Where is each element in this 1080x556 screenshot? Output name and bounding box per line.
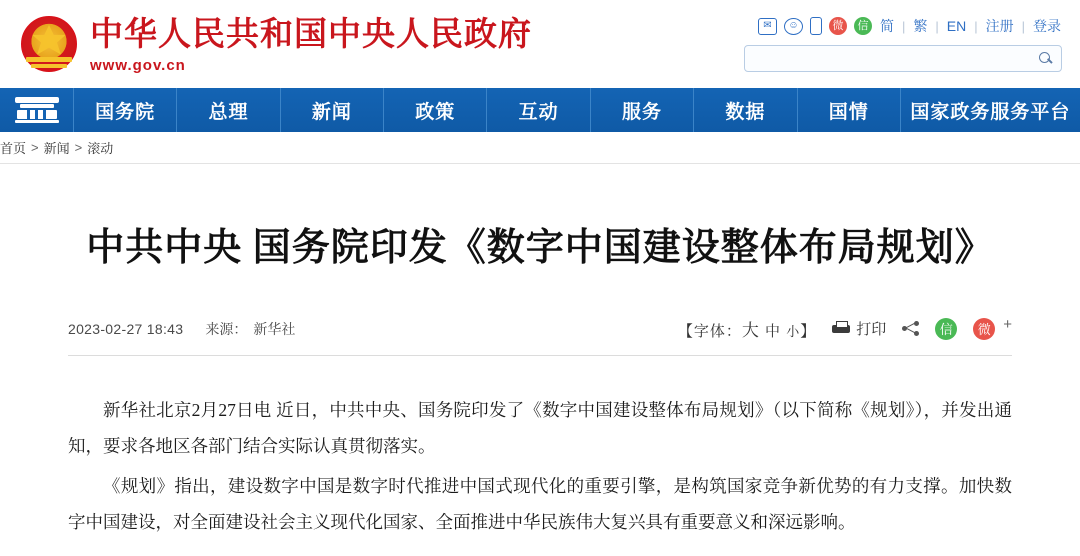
nav-item-zhengce[interactable]: 政策 — [384, 88, 487, 132]
breadcrumb — [0, 132, 1080, 164]
breadcrumb-separator: > — [74, 140, 83, 155]
login-link[interactable]: 登录 — [1033, 18, 1061, 34]
search-input[interactable] — [753, 50, 1038, 67]
font-size-close: 】 — [800, 323, 817, 340]
site-title-en: www.gov.cn — [90, 56, 186, 74]
article-meta-actions — [678, 316, 1012, 341]
breadcrumb-separator: > — [31, 140, 39, 155]
nav-item-shuju[interactable]: 数据 — [694, 88, 797, 132]
main-nav — [0, 88, 1080, 132]
register-link[interactable]: 注册 — [985, 18, 1014, 34]
nav-item-xinwen[interactable]: 新闻 — [281, 88, 384, 132]
nav-item-guoqing[interactable]: 国情 — [798, 88, 901, 132]
share-wechat-icon[interactable]: 信 — [935, 318, 957, 340]
separator: | — [901, 18, 906, 34]
nav-item-hudong[interactable]: 互动 — [487, 88, 590, 132]
lang-traditional-link[interactable]: 繁 — [913, 18, 928, 34]
breadcrumb-item-rolling[interactable]: 滚动 — [87, 141, 114, 156]
article-paragraph: 新华社北京2月27日电 近日，中共中央、国务院印发了《数字中国建设整体布局规划》（以下简称《规划》），并发出通知，要求各地区各部门结合实际认真贯彻落实。 — [68, 400, 1012, 456]
font-size-control — [678, 316, 816, 341]
article-meta — [68, 316, 1012, 356]
nav-home[interactable] — [0, 88, 74, 132]
header-right — [744, 16, 1064, 72]
site-title-cn: 中华人民共和国中央人民政府 — [90, 16, 532, 53]
print-label: 打印 — [856, 321, 887, 338]
share-icon[interactable] — [902, 321, 919, 336]
font-size-label: 【字体： — [677, 323, 742, 340]
site-title[interactable] — [90, 15, 532, 74]
site-header — [0, 0, 1080, 88]
share-weibo-icon[interactable]: 微 — [973, 318, 995, 340]
search-icon[interactable] — [1038, 51, 1053, 66]
message-icon[interactable]: ☺ — [784, 18, 803, 35]
font-size-large[interactable]: 大 — [741, 321, 760, 340]
font-size-medium[interactable]: 中 — [765, 323, 782, 340]
printer-icon — [832, 321, 850, 336]
tiananmen-gate-icon — [15, 97, 59, 123]
font-size-small[interactable]: 小 — [786, 324, 801, 339]
wechat-icon[interactable]: 信 — [854, 17, 872, 35]
breadcrumb-item-home[interactable]: 首页 — [0, 141, 27, 156]
header-toolbar — [758, 16, 1062, 36]
article — [0, 222, 1080, 540]
national-emblem-icon — [18, 13, 80, 75]
article-body — [68, 392, 1012, 540]
breadcrumb-item-news[interactable]: 新闻 — [43, 141, 70, 156]
mail-icon[interactable]: ✉ — [758, 18, 777, 35]
nav-item-zongli[interactable]: 总理 — [177, 88, 280, 132]
search-box[interactable] — [744, 45, 1062, 72]
separator: | — [974, 18, 978, 34]
lang-simplified-link[interactable]: 简 — [879, 18, 894, 34]
separator: | — [1021, 18, 1025, 34]
share-more-button[interactable]: + — [1003, 316, 1012, 333]
page-title: 中共中央 国务院印发《数字中国建设整体布局规划》 — [86, 227, 994, 269]
source-name: 新华社 — [253, 320, 296, 337]
nav-item-government-service-platform[interactable]: 国家政务服务平台 — [910, 101, 1071, 123]
separator: | — [935, 18, 939, 34]
nav-item-guowuyuan[interactable]: 国务院 — [74, 88, 177, 132]
print-button[interactable] — [832, 318, 886, 339]
publish-date: 2023-02-27 18:43 — [68, 320, 184, 337]
nav-item-fuwu[interactable]: 服务 — [591, 88, 694, 132]
mobile-app-icon[interactable] — [810, 17, 822, 35]
article-paragraph: 《规划》指出，建设数字中国是数字时代推进中国式现代化的重要引擎，是构筑国家竞争新优势的有力支撑。加快数字中国建设，对全面建设社会主义现代化国家、全面推进中华民族伟大复兴具有重要意义和深远影响。 — [68, 476, 1012, 532]
source-label: 来源： — [205, 320, 248, 337]
weibo-icon[interactable]: 微 — [829, 17, 847, 35]
lang-english-link[interactable]: EN — [946, 18, 967, 34]
